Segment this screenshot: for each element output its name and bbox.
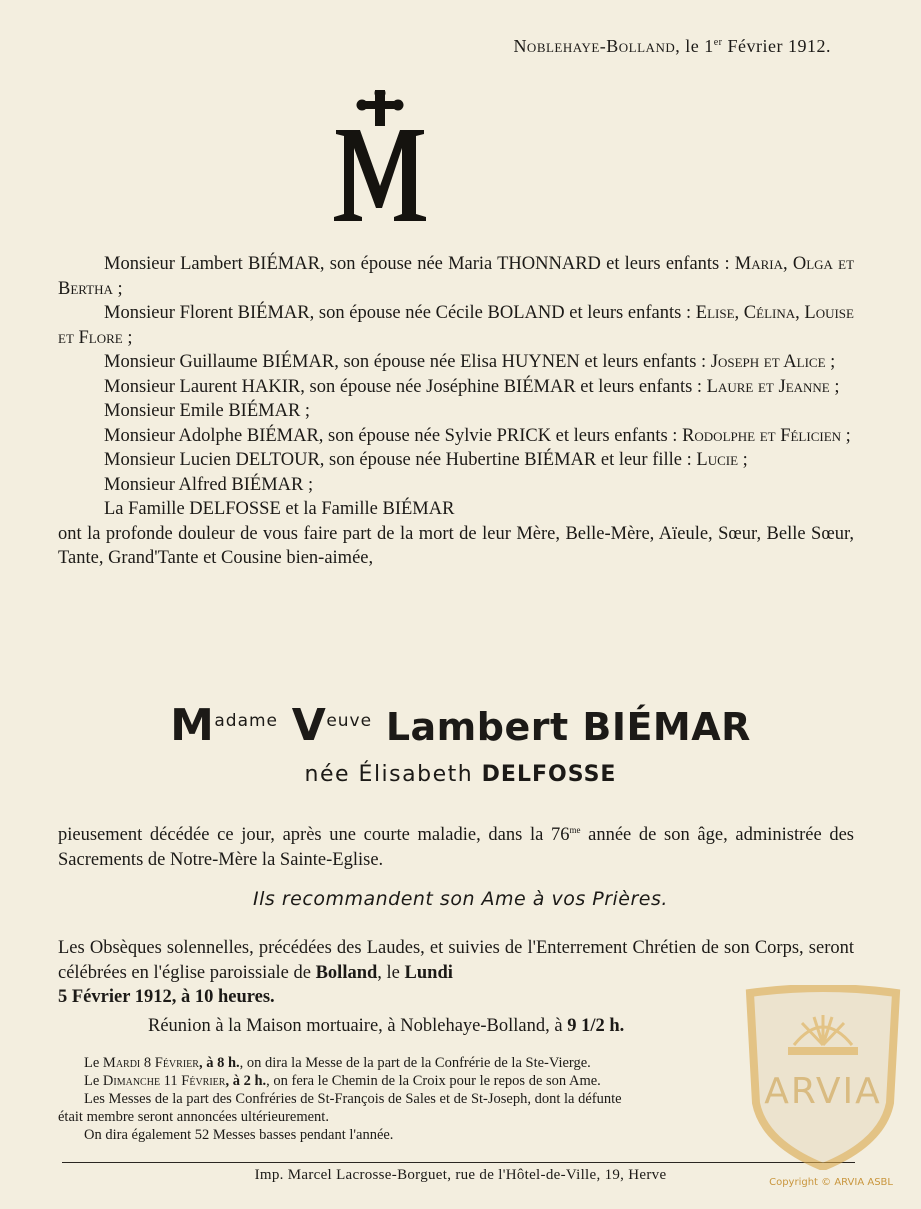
family-text: Monsieur Lucien DELTOUR, son épouse née Hubertine BIÉMAR et leur fille :: [104, 450, 697, 470]
maiden-prefix: née Élisabeth: [304, 762, 482, 787]
initial-m: M: [170, 700, 215, 751]
family-children: Rodolphe et Félicien ;: [682, 425, 851, 446]
prayer-line: Ils recommandent son Ame à vos Prières.: [253, 888, 668, 910]
family-children: Elise, Célina, Louise et Flore ;: [58, 303, 854, 348]
funeral-text: Les Obsèques solennelles, précédées des Laudes, et suivies de l'Enterrement Chrétien de son Corps, seront célébrées en l'église paroissiale de: [58, 938, 854, 983]
maiden-name: [0, 762, 921, 787]
date-prefix: , le 1: [675, 36, 714, 56]
death-superscript: me: [569, 825, 581, 835]
family-entry: [58, 473, 854, 498]
family-entry: [58, 399, 854, 424]
initial-v: V: [291, 700, 327, 751]
mass-time: , à 8 h.: [198, 1055, 240, 1071]
mass-text: Le: [84, 1073, 103, 1089]
mass-day: Mardi 8 Février: [102, 1055, 199, 1071]
mass-entry: On dira également 52 Messes basses pendant l'année.: [84, 1127, 394, 1143]
place-name: Noblehaye-Bolland: [513, 36, 676, 56]
family-entry: [58, 375, 854, 400]
funeral-place: Bolland: [315, 962, 378, 983]
arvia-shield-logo: [742, 985, 904, 1170]
mass-entry: Les Messes de la part des Confréries de St-François de Sales et de St-Joseph, dont la défunte: [84, 1091, 622, 1107]
family-children: Maria, Olga et Bertha ;: [58, 254, 855, 299]
deceased-full-name: Lambert BIÉMAR: [385, 705, 751, 749]
family-entry: [58, 301, 854, 350]
family-text: Monsieur Adolphe BIÉMAR, son épouse née Sylvie PRICK et leurs enfants :: [104, 425, 683, 446]
family-children: Joseph et Alice ;: [710, 352, 836, 372]
mass-entry: [58, 1072, 838, 1090]
meeting-time: 9 1/2 h.: [567, 1016, 625, 1036]
title-madame-rest: adame: [214, 711, 279, 731]
mass-text: Le: [84, 1055, 103, 1071]
family-list: [58, 252, 854, 571]
family-entry: [58, 497, 854, 522]
mass-entry: [58, 1054, 838, 1072]
family-children: Lucie ;: [696, 450, 748, 470]
copyright-notice: Copyright © ARVIA ASBL: [769, 1177, 893, 1188]
mass-day: Dimanche 11 Février: [102, 1073, 226, 1089]
funeral-date: 5 Février 1912, à 10 heures.: [58, 987, 275, 1007]
meeting-text: Réunion à la Maison mortuaire, à Noblehaye-Bolland, à: [148, 1016, 568, 1036]
family-entry: [58, 252, 854, 301]
family-entry: [58, 448, 854, 473]
date-superscript: er: [713, 37, 723, 48]
death-text-a: pieusement décédée ce jour, après une courte maladie, dans la 76: [58, 825, 570, 846]
family-text: Monsieur Florent BIÉMAR, son épouse née Cécile BOLAND et leurs enfants :: [104, 303, 696, 323]
funeral-text-2: , le: [377, 962, 405, 983]
title-veuve-rest: euve: [326, 711, 373, 731]
family-text: Monsieur Alfred BIÉMAR ;: [104, 474, 314, 495]
family-text: Monsieur Guillaume BIÉMAR, son épouse née Elisa HUYNEN et leurs enfants :: [104, 352, 711, 372]
family-text: Monsieur Emile BIÉMAR ;: [104, 401, 311, 421]
family-children: Laure et Jeanne ;: [706, 376, 840, 397]
announcement-text: ont la profonde douleur de vous faire part de la mort de leur Mère, Belle-Mère, Aïeule, Sœur, Belle Sœur, Tante, Grand'Tante et Cousine bien-aimée,: [58, 523, 854, 568]
mass-text-2: , on dira la Messe de la part de la Confrérie de la Ste-Vierge.: [239, 1055, 591, 1071]
funeral-day: Lundi: [404, 962, 453, 983]
mass-entry: était membre seront annoncées ultérieurement.: [58, 1109, 329, 1125]
family-entry: [58, 424, 854, 449]
family-entry: [58, 350, 854, 375]
family-text: La Famille DELFOSSE et la Famille BIÉMAR: [104, 499, 455, 519]
family-text: Monsieur Laurent HAKIR, son épouse née Joséphine BIÉMAR et leurs enfants :: [104, 376, 707, 397]
death-text-b: année de son âge, administrée des Sacrements de Notre-Mère la Sainte-Eglise.: [58, 825, 854, 870]
death-notice: [58, 818, 854, 872]
watermark-text: ARVIA: [764, 1071, 882, 1112]
mass-time: , à 2 h.: [225, 1073, 267, 1089]
masses-list: [58, 1054, 838, 1144]
maiden-surname: DELFOSSE: [481, 762, 617, 787]
cross-monogram-icon: [330, 90, 430, 225]
family-text: Monsieur Lambert BIÉMAR, son épouse née Maria THONNARD et leurs enfants :: [104, 254, 735, 274]
funeral-details: [58, 936, 854, 1010]
date-rest: Février 1912.: [722, 36, 831, 56]
divider: [62, 1162, 855, 1163]
deceased-name: [0, 700, 921, 751]
printer-imprint: Imp. Marcel Lacrosse-Borguet, rue de l'Hôtel-de-Ville, 19, Herve: [254, 1167, 667, 1183]
meeting-line: [148, 1016, 624, 1037]
mass-text-2: , on fera le Chemin de la Croix pour le repos de son Ame.: [266, 1073, 601, 1089]
dateline: [513, 36, 831, 57]
